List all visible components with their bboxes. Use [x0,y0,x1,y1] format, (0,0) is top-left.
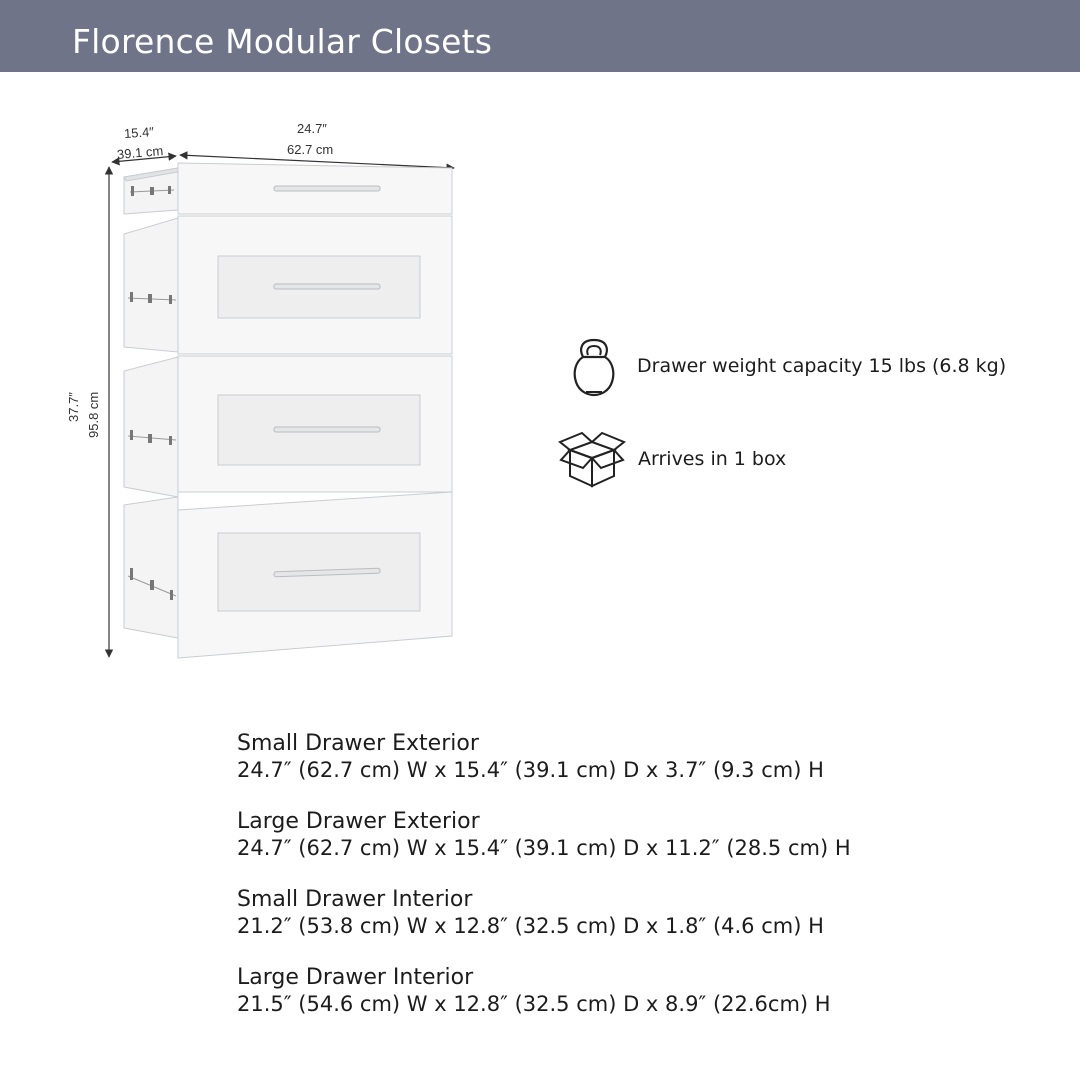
spec-value: 21.2″ (53.8 cm) W x 12.8″ (32.5 cm) D x 1.8″ (4.6 cm) H [237,914,824,938]
feature-label: Arrives in 1 box [638,448,787,470]
height-inches-label: 37.7″ [66,392,81,422]
large-drawer [124,356,452,497]
header-bar [0,0,1080,72]
kettlebell-icon [569,335,619,397]
feature-weight-capacity [569,335,1006,397]
spec-value: 24.7″ (62.7 cm) W x 15.4″ (39.1 cm) D x 3.7″ (9.3 cm) H [237,758,824,782]
spec-large-drawer-exterior [237,809,851,861]
width-cm-label: 62.7 cm [287,142,334,157]
spec-value: 24.7″ (62.7 cm) W x 15.4″ (39.1 cm) D x 11.2″ (28.5 cm) H [237,836,851,860]
spec-value: 21.5″ (54.6 cm) W x 12.8″ (32.5 cm) D x 8.9″ (22.6cm) H [237,992,831,1016]
feature-box-count [558,430,786,488]
spec-title: Small Drawer Exterior [237,731,479,756]
spec-title: Large Drawer Interior [237,965,474,990]
spec-small-drawer-interior [237,887,824,939]
spec-title: Small Drawer Interior [237,887,473,912]
depth-inches-label: 15.4″ [123,124,155,142]
spec-large-drawer-interior [237,965,831,1017]
depth-cm-label: 39.1 cm [116,143,164,162]
spec-title: Large Drawer Exterior [237,809,480,834]
height-cm-label: 95.8 cm [86,391,101,438]
large-drawer [124,216,452,354]
spec-small-drawer-exterior [237,731,824,783]
feature-label: Drawer weight capacity 15 lbs (6.8 kg) [637,355,1007,377]
small-drawer [124,163,452,214]
box-icon [558,430,626,488]
large-drawer [124,492,452,658]
drawer-unit-diagram [0,100,480,680]
width-inches-label: 24.7″ [297,121,327,136]
page-title: Florence Modular Closets [72,22,493,61]
